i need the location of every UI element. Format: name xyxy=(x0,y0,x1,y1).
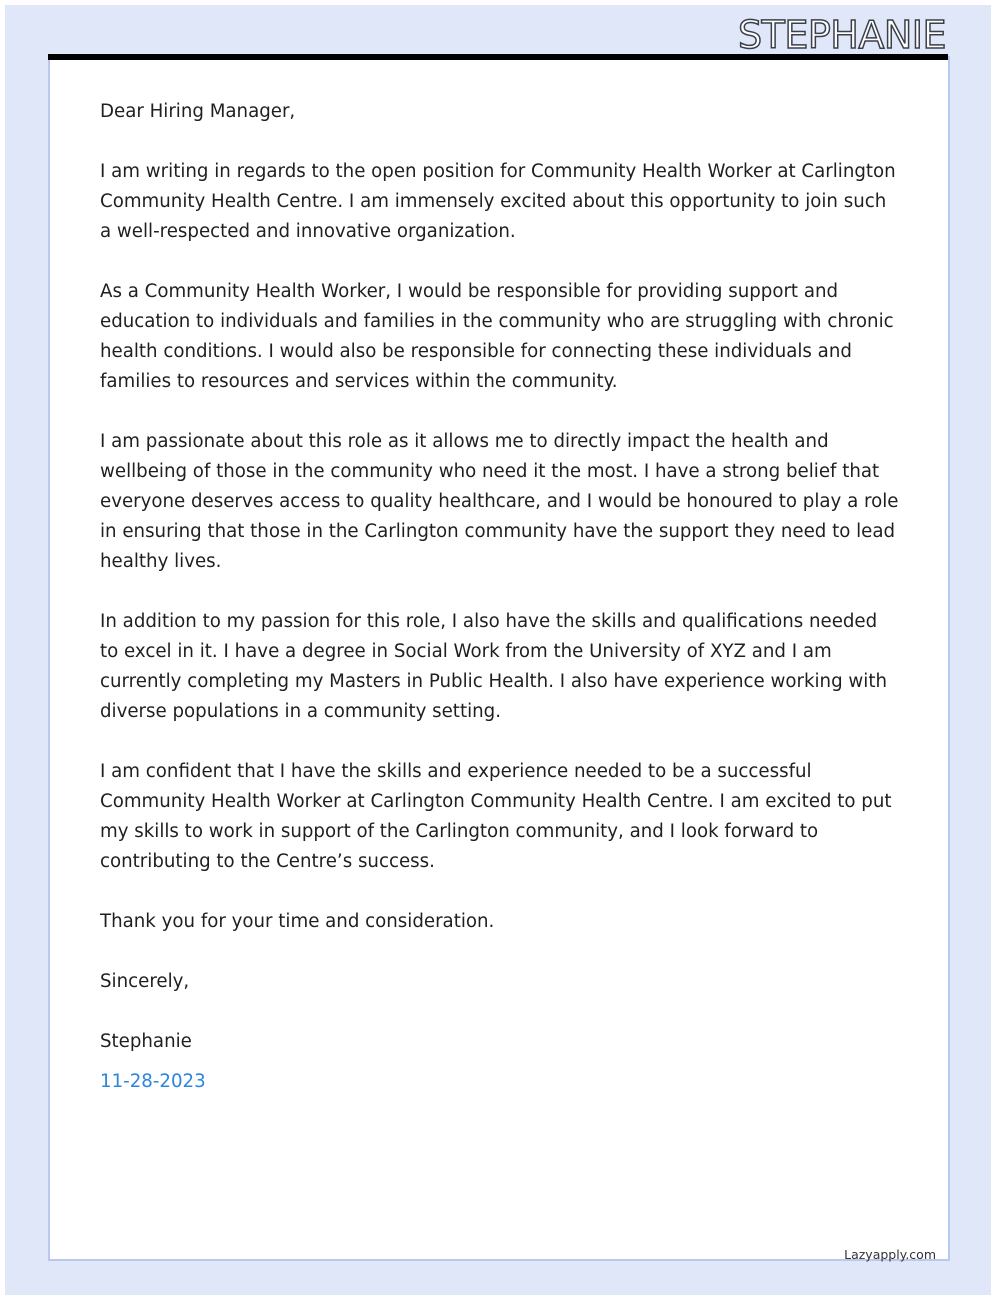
paragraph-qualifications: In addition to my passion for this role, I also have the skills and qualifications needed to excel in it. I have a degree in Social Work from the University of XYZ and I am currently completing my Masters in Public Health. I also have experience working with diverse populations in a community setting. xyxy=(100,611,887,722)
signature-name: Stephanie xyxy=(100,1031,192,1052)
paragraph-intro: I am writing in regards to the open position for Community Health Worker at Carlington Community Health Centre. I am immensely excited about this opportunity to join such a well-respected and innovative organization. xyxy=(100,161,896,242)
paragraph-responsibilities: As a Community Health Worker, I would be responsible for providing support and education to individuals and families in the community who are struggling with chronic health conditions. I would also be responsible for connecting these individuals and families to resources and services within the community. xyxy=(100,281,894,392)
letter-date: 11-28-2023 xyxy=(100,1071,206,1092)
salutation: Dear Hiring Manager, xyxy=(100,101,296,122)
closing: Sincerely, xyxy=(100,971,190,992)
cover-letter-body xyxy=(100,97,900,1097)
paragraph-passion: I am passionate about this role as it allows me to directly impact the health and wellbeing of those in the community who need it the most. I have a strong belief that everyone deserves access to quality healthcare, and I would be honoured to play a role in ensuring that those in the Carlington community have the support they need to lead healthy lives. xyxy=(100,431,899,572)
lazyapply-watermark: Lazyapply.com xyxy=(844,1247,936,1262)
paragraph-thanks: Thank you for your time and consideration. xyxy=(100,911,495,932)
applicant-name-heading: STEPHANIE xyxy=(738,13,946,57)
paragraph-confidence: I am confident that I have the skills and experience needed to be a successful Community Health Worker at Carlington Community Health Centre. I am excited to put my skills to work in support of the Carlington community, and I look forward to contributing to the Centre’s success. xyxy=(100,761,892,872)
